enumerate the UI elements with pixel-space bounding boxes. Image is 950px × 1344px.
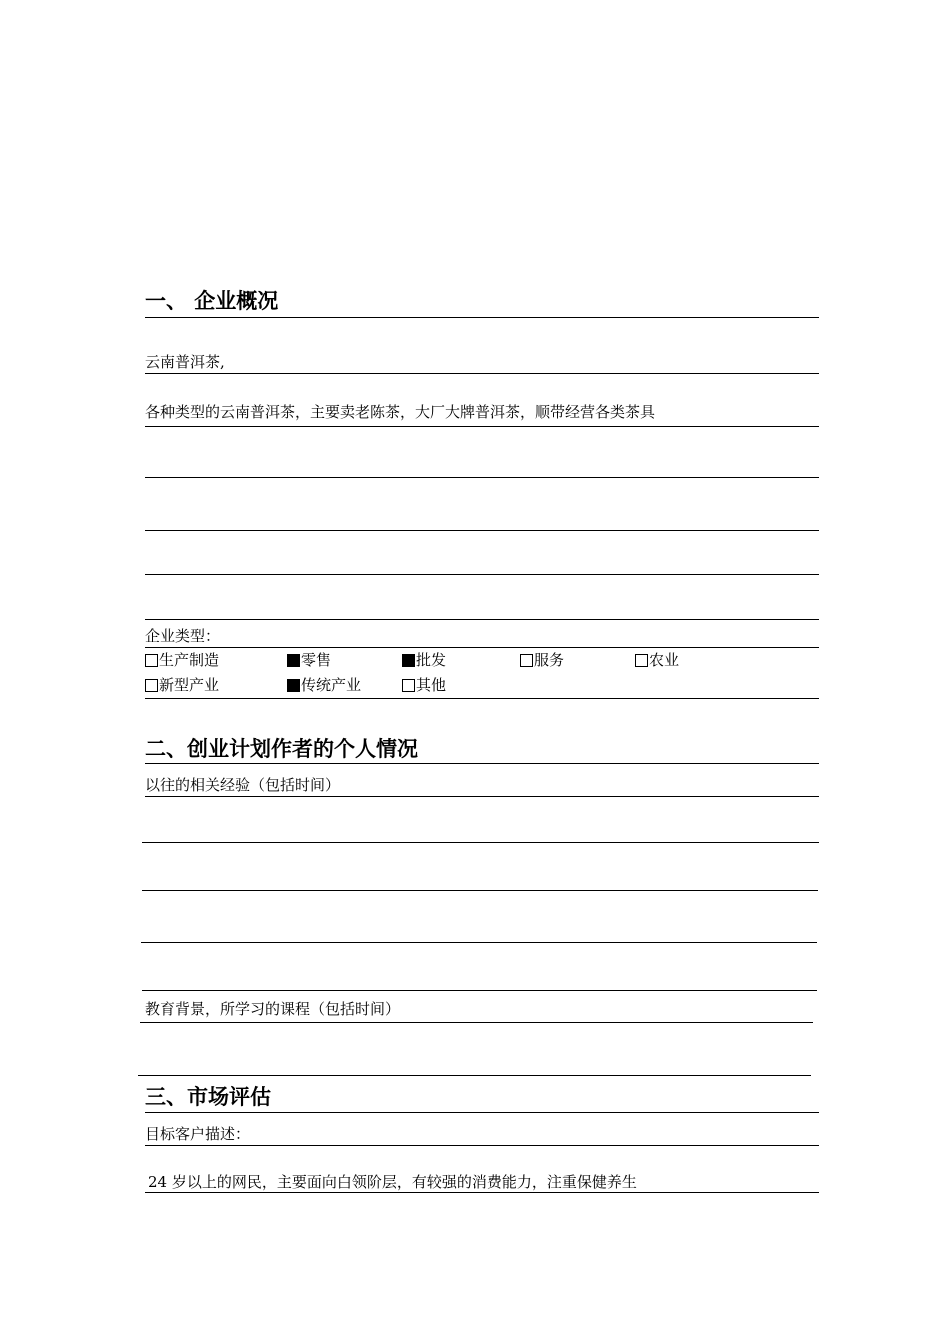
rule (145, 619, 819, 620)
unchecked-checkbox[interactable] (145, 654, 158, 667)
checkbox-label: 传统产业 (301, 676, 362, 694)
target-customer-label: 目标客户描述： (145, 1125, 251, 1143)
target-customer-text: 24 岁以上的网民，主要面向白领阶层，有较强的消费能力，注重保健养生 (148, 1173, 637, 1191)
enterprise-type-label: 企业类型： (145, 627, 221, 645)
enterprise-type-option[interactable] (520, 651, 564, 669)
rule (140, 1022, 813, 1023)
enterprise-type-option[interactable] (287, 676, 361, 694)
rule (145, 1145, 819, 1146)
checked-checkbox[interactable] (287, 679, 300, 692)
rule (145, 426, 819, 427)
rule (145, 796, 819, 797)
section2-heading: 二、创业计划作者的个人情况 (145, 737, 418, 761)
section3-heading: 三、市场评估 (145, 1085, 271, 1109)
rule (145, 373, 819, 374)
enterprise-type-option[interactable] (145, 651, 219, 669)
business-line-2: 各种类型的云南普洱茶，主要卖老陈茶，大厂大牌普洱茶，顺带经营各类茶具 (145, 403, 656, 421)
rule (142, 990, 817, 991)
education-label: 教育背景，所学习的课程（包括时间） (145, 1000, 401, 1018)
checkbox-label: 新型产业 (159, 676, 220, 694)
enterprise-type-option[interactable] (402, 651, 446, 669)
enterprise-type-option[interactable] (635, 651, 679, 669)
rule (145, 574, 819, 575)
checkbox-label: 其他 (416, 676, 447, 694)
enterprise-type-option[interactable] (145, 676, 219, 694)
checkbox-label: 零售 (301, 651, 332, 669)
rule (138, 1075, 811, 1076)
rule (145, 477, 819, 478)
enterprise-type-option[interactable] (287, 651, 331, 669)
unchecked-checkbox[interactable] (635, 654, 648, 667)
business-line-1: 云南普洱茶, (145, 353, 225, 371)
unchecked-checkbox[interactable] (402, 679, 415, 692)
rule (142, 890, 818, 891)
checked-checkbox[interactable] (402, 654, 415, 667)
rule (145, 647, 819, 648)
checkbox-label: 生产制造 (159, 651, 220, 669)
rule (145, 317, 819, 318)
unchecked-checkbox[interactable] (520, 654, 533, 667)
checkbox-label: 服务 (534, 651, 565, 669)
experience-label: 以往的相关经验（包括时间） (145, 776, 341, 794)
rule (145, 698, 819, 699)
rule (145, 1112, 819, 1113)
rule (145, 763, 819, 764)
rule (142, 842, 819, 843)
section1-heading: 一、 企业概况 (145, 289, 279, 313)
checkbox-label: 批发 (416, 651, 447, 669)
enterprise-type-option[interactable] (402, 676, 446, 694)
checkbox-label: 农业 (649, 651, 680, 669)
rule (145, 1192, 819, 1193)
checked-checkbox[interactable] (287, 654, 300, 667)
rule (145, 530, 819, 531)
rule (141, 942, 817, 943)
unchecked-checkbox[interactable] (145, 679, 158, 692)
